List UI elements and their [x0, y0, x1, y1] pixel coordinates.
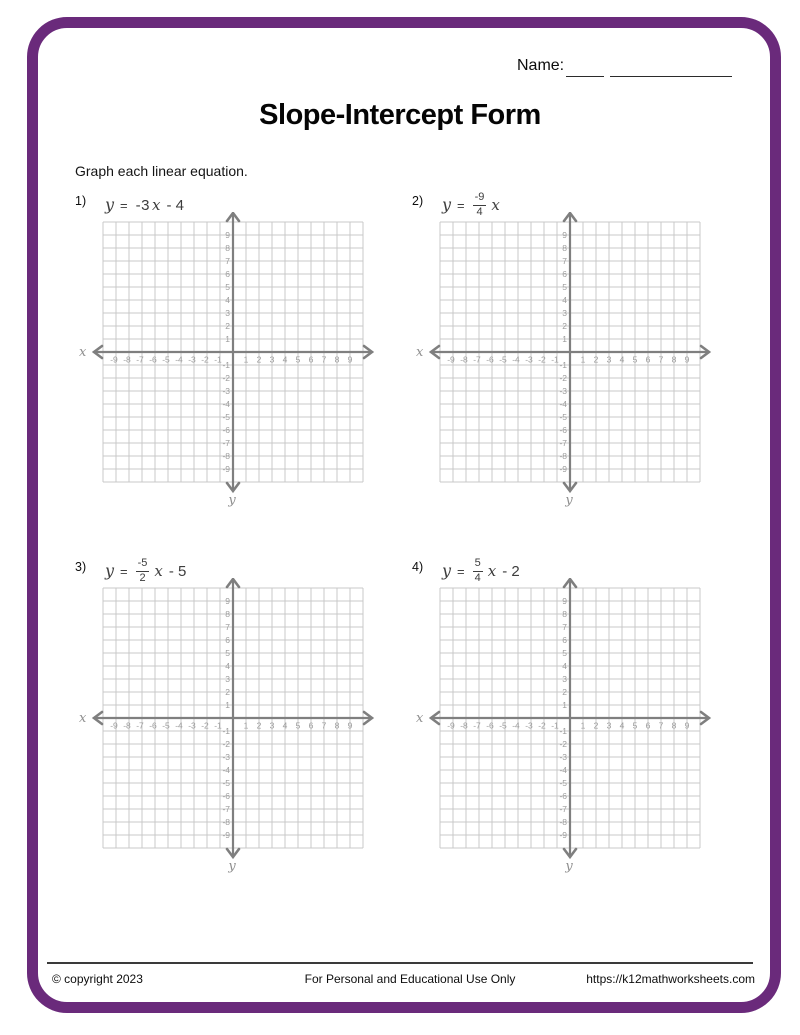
svg-text:-8: -8: [222, 817, 230, 828]
svg-text:1: 1: [580, 720, 586, 731]
svg-text:4: 4: [562, 295, 567, 306]
svg-text:-1: -1: [559, 726, 567, 737]
problem-4: [412, 554, 732, 894]
footer-copyright: © copyright 2023: [52, 972, 143, 986]
name-blank-line-1: [566, 60, 604, 77]
footer-url: https://k12mathworksheets.com: [586, 972, 755, 986]
svg-text:8: 8: [671, 354, 677, 365]
svg-text:-7: -7: [136, 354, 144, 365]
svg-text:6: 6: [645, 720, 651, 731]
fraction-numerator: -9: [473, 192, 487, 206]
equation-lhs: y: [442, 195, 452, 214]
svg-text:-2: -2: [538, 354, 546, 365]
svg-text:-5: -5: [162, 720, 170, 731]
svg-text:7: 7: [562, 622, 567, 633]
svg-text:6: 6: [308, 354, 314, 365]
svg-text:3: 3: [225, 674, 230, 685]
svg-text:-5: -5: [222, 412, 230, 423]
svg-text:-7: -7: [559, 438, 567, 449]
svg-text:-1: -1: [551, 354, 559, 365]
svg-text:6: 6: [562, 635, 567, 646]
svg-text:x: x: [79, 711, 87, 726]
svg-text:-8: -8: [123, 720, 131, 731]
svg-text:-3: -3: [525, 354, 533, 365]
svg-text:-9: -9: [559, 830, 567, 841]
coordinate-grid: [75, 212, 375, 510]
svg-text:3: 3: [269, 354, 275, 365]
svg-text:2: 2: [256, 720, 262, 731]
svg-text:-2: -2: [538, 720, 546, 731]
svg-text:2: 2: [225, 687, 230, 698]
svg-text:1: 1: [580, 354, 586, 365]
svg-text:-1: -1: [222, 360, 230, 371]
svg-text:-6: -6: [222, 791, 230, 802]
svg-text:2: 2: [562, 687, 567, 698]
svg-text:1: 1: [243, 354, 249, 365]
svg-text:4: 4: [282, 720, 288, 731]
grid-svg: [412, 578, 712, 876]
svg-text:7: 7: [321, 720, 327, 731]
svg-text:3: 3: [606, 354, 612, 365]
svg-text:6: 6: [308, 720, 314, 731]
svg-text:5: 5: [562, 282, 567, 293]
svg-text:9: 9: [225, 596, 230, 607]
svg-text:-7: -7: [473, 720, 481, 731]
coordinate-grid: [75, 578, 375, 876]
footer-usage-text: For Personal and Educational Use Only: [304, 972, 516, 986]
instruction-text: Graph each linear equation.: [75, 163, 248, 179]
svg-text:9: 9: [684, 720, 690, 731]
intercept-term: - 5: [168, 562, 187, 580]
fraction-denominator: 4: [474, 572, 481, 584]
svg-text:y: y: [565, 493, 573, 508]
svg-text:3: 3: [225, 308, 230, 319]
svg-text:-7: -7: [136, 720, 144, 731]
svg-text:-5: -5: [559, 412, 567, 423]
svg-text:8: 8: [225, 609, 230, 620]
svg-text:-5: -5: [499, 354, 507, 365]
svg-text:2: 2: [562, 321, 567, 332]
svg-text:-8: -8: [460, 720, 468, 731]
svg-text:9: 9: [347, 720, 353, 731]
svg-text:y: y: [565, 859, 573, 874]
svg-text:-2: -2: [201, 720, 209, 731]
svg-text:x: x: [416, 711, 424, 726]
svg-text:8: 8: [225, 243, 230, 254]
svg-text:-4: -4: [559, 765, 567, 776]
svg-text:-6: -6: [149, 354, 157, 365]
svg-text:-9: -9: [222, 830, 230, 841]
svg-text:4: 4: [619, 354, 625, 365]
svg-text:5: 5: [632, 720, 638, 731]
svg-text:3: 3: [562, 308, 567, 319]
svg-text:-6: -6: [486, 720, 494, 731]
svg-text:-8: -8: [559, 817, 567, 828]
svg-text:y: y: [228, 493, 236, 508]
svg-text:6: 6: [562, 269, 567, 280]
intercept-term: - 4: [166, 196, 184, 214]
svg-text:-8: -8: [559, 451, 567, 462]
svg-text:-7: -7: [559, 804, 567, 815]
svg-text:-5: -5: [162, 354, 170, 365]
svg-text:7: 7: [562, 256, 567, 267]
svg-text:4: 4: [619, 720, 625, 731]
svg-text:9: 9: [684, 354, 690, 365]
svg-text:-1: -1: [551, 720, 559, 731]
svg-text:-3: -3: [525, 720, 533, 731]
svg-text:9: 9: [562, 230, 567, 241]
name-blank-line-2: [610, 60, 732, 77]
svg-text:8: 8: [334, 354, 340, 365]
grid-svg: [412, 212, 712, 510]
svg-text:-1: -1: [214, 720, 222, 731]
equals-sign: =: [120, 563, 128, 579]
svg-text:-1: -1: [214, 354, 222, 365]
svg-text:-3: -3: [559, 752, 567, 763]
svg-text:3: 3: [269, 720, 275, 731]
svg-text:8: 8: [562, 609, 567, 620]
equation-variable: x: [487, 561, 497, 580]
problem-1: [75, 188, 395, 528]
coordinate-grid: [412, 578, 712, 876]
svg-text:5: 5: [225, 648, 230, 659]
svg-text:6: 6: [225, 635, 230, 646]
svg-text:-8: -8: [123, 354, 131, 365]
svg-text:1: 1: [243, 720, 249, 731]
equals-sign: =: [457, 563, 465, 579]
svg-text:-2: -2: [559, 739, 567, 750]
svg-text:7: 7: [225, 256, 230, 267]
svg-text:-2: -2: [222, 739, 230, 750]
svg-text:4: 4: [562, 661, 567, 672]
problem-3: [75, 554, 395, 894]
slope-coefficient: -3: [135, 196, 150, 214]
problem-number: 3): [75, 560, 87, 574]
svg-text:7: 7: [658, 720, 664, 731]
svg-text:-4: -4: [559, 399, 567, 410]
svg-text:-6: -6: [559, 425, 567, 436]
svg-text:2: 2: [225, 321, 230, 332]
svg-text:3: 3: [606, 720, 612, 731]
equation-variable: x: [151, 195, 161, 214]
svg-text:8: 8: [562, 243, 567, 254]
svg-text:-3: -3: [222, 386, 230, 397]
svg-text:4: 4: [282, 354, 288, 365]
equals-sign: =: [120, 197, 128, 213]
svg-text:-5: -5: [559, 778, 567, 789]
problem-number: 1): [75, 194, 87, 208]
svg-text:-1: -1: [222, 726, 230, 737]
svg-text:-6: -6: [149, 720, 157, 731]
svg-text:5: 5: [295, 354, 301, 365]
problem-number: 4): [412, 560, 424, 574]
svg-text:7: 7: [321, 354, 327, 365]
fraction-denominator: 4: [476, 206, 483, 218]
svg-text:-9: -9: [110, 720, 118, 731]
svg-text:5: 5: [632, 354, 638, 365]
fraction-numerator: -5: [136, 558, 150, 572]
svg-text:9: 9: [562, 596, 567, 607]
svg-text:-9: -9: [447, 354, 455, 365]
svg-text:-6: -6: [486, 354, 494, 365]
fraction-numerator: 5: [473, 558, 483, 572]
svg-text:5: 5: [562, 648, 567, 659]
grid-svg: [75, 578, 375, 876]
equation-variable: x: [491, 195, 500, 214]
svg-text:-4: -4: [512, 720, 520, 731]
name-label: Name:: [517, 57, 565, 74]
svg-text:-5: -5: [499, 720, 507, 731]
page-title: Slope-Intercept Form: [259, 99, 541, 131]
svg-text:-4: -4: [175, 354, 183, 365]
svg-text:6: 6: [645, 354, 651, 365]
svg-text:3: 3: [562, 674, 567, 685]
svg-text:2: 2: [593, 720, 599, 731]
svg-text:y: y: [228, 859, 236, 874]
svg-text:1: 1: [562, 700, 567, 711]
coordinate-grid: [412, 212, 712, 510]
problem-2: [412, 188, 732, 528]
svg-text:-2: -2: [559, 373, 567, 384]
svg-text:-6: -6: [559, 791, 567, 802]
svg-text:2: 2: [256, 354, 262, 365]
svg-text:-1: -1: [559, 360, 567, 371]
fraction-denominator: 2: [139, 572, 146, 584]
equation-variable: x: [154, 561, 163, 580]
svg-text:-4: -4: [175, 720, 183, 731]
svg-text:-2: -2: [201, 354, 209, 365]
svg-text:-3: -3: [222, 752, 230, 763]
svg-text:-4: -4: [222, 765, 230, 776]
grid-svg: [75, 212, 375, 510]
svg-text:-3: -3: [188, 720, 196, 731]
equation-lhs: y: [105, 561, 115, 580]
svg-text:-4: -4: [222, 399, 230, 410]
footer-rule: [47, 962, 753, 964]
svg-text:8: 8: [334, 720, 340, 731]
svg-text:-9: -9: [110, 354, 118, 365]
svg-text:1: 1: [562, 334, 567, 345]
svg-text:8: 8: [671, 720, 677, 731]
svg-text:x: x: [79, 345, 87, 360]
svg-text:9: 9: [347, 354, 353, 365]
svg-text:-5: -5: [222, 778, 230, 789]
svg-text:-6: -6: [222, 425, 230, 436]
svg-text:1: 1: [225, 700, 230, 711]
svg-text:-8: -8: [460, 354, 468, 365]
svg-text:-7: -7: [222, 438, 230, 449]
svg-text:1: 1: [225, 334, 230, 345]
svg-text:5: 5: [295, 720, 301, 731]
problem-number: 2): [412, 194, 424, 208]
svg-text:7: 7: [225, 622, 230, 633]
intercept-term: - 2: [502, 562, 520, 580]
svg-text:-8: -8: [222, 451, 230, 462]
svg-text:4: 4: [225, 661, 230, 672]
svg-text:-9: -9: [559, 464, 567, 475]
svg-text:4: 4: [225, 295, 230, 306]
svg-text:-9: -9: [447, 720, 455, 731]
svg-text:7: 7: [658, 354, 664, 365]
svg-text:-3: -3: [188, 354, 196, 365]
svg-text:-4: -4: [512, 354, 520, 365]
svg-text:x: x: [416, 345, 424, 360]
svg-text:5: 5: [225, 282, 230, 293]
svg-text:-7: -7: [473, 354, 481, 365]
equation-lhs: y: [442, 561, 452, 580]
equals-sign: =: [457, 197, 465, 213]
svg-text:-7: -7: [222, 804, 230, 815]
svg-text:-2: -2: [222, 373, 230, 384]
equation-lhs: y: [105, 195, 115, 214]
svg-text:-3: -3: [559, 386, 567, 397]
svg-text:2: 2: [593, 354, 599, 365]
svg-text:6: 6: [225, 269, 230, 280]
svg-text:9: 9: [225, 230, 230, 241]
svg-text:-9: -9: [222, 464, 230, 475]
